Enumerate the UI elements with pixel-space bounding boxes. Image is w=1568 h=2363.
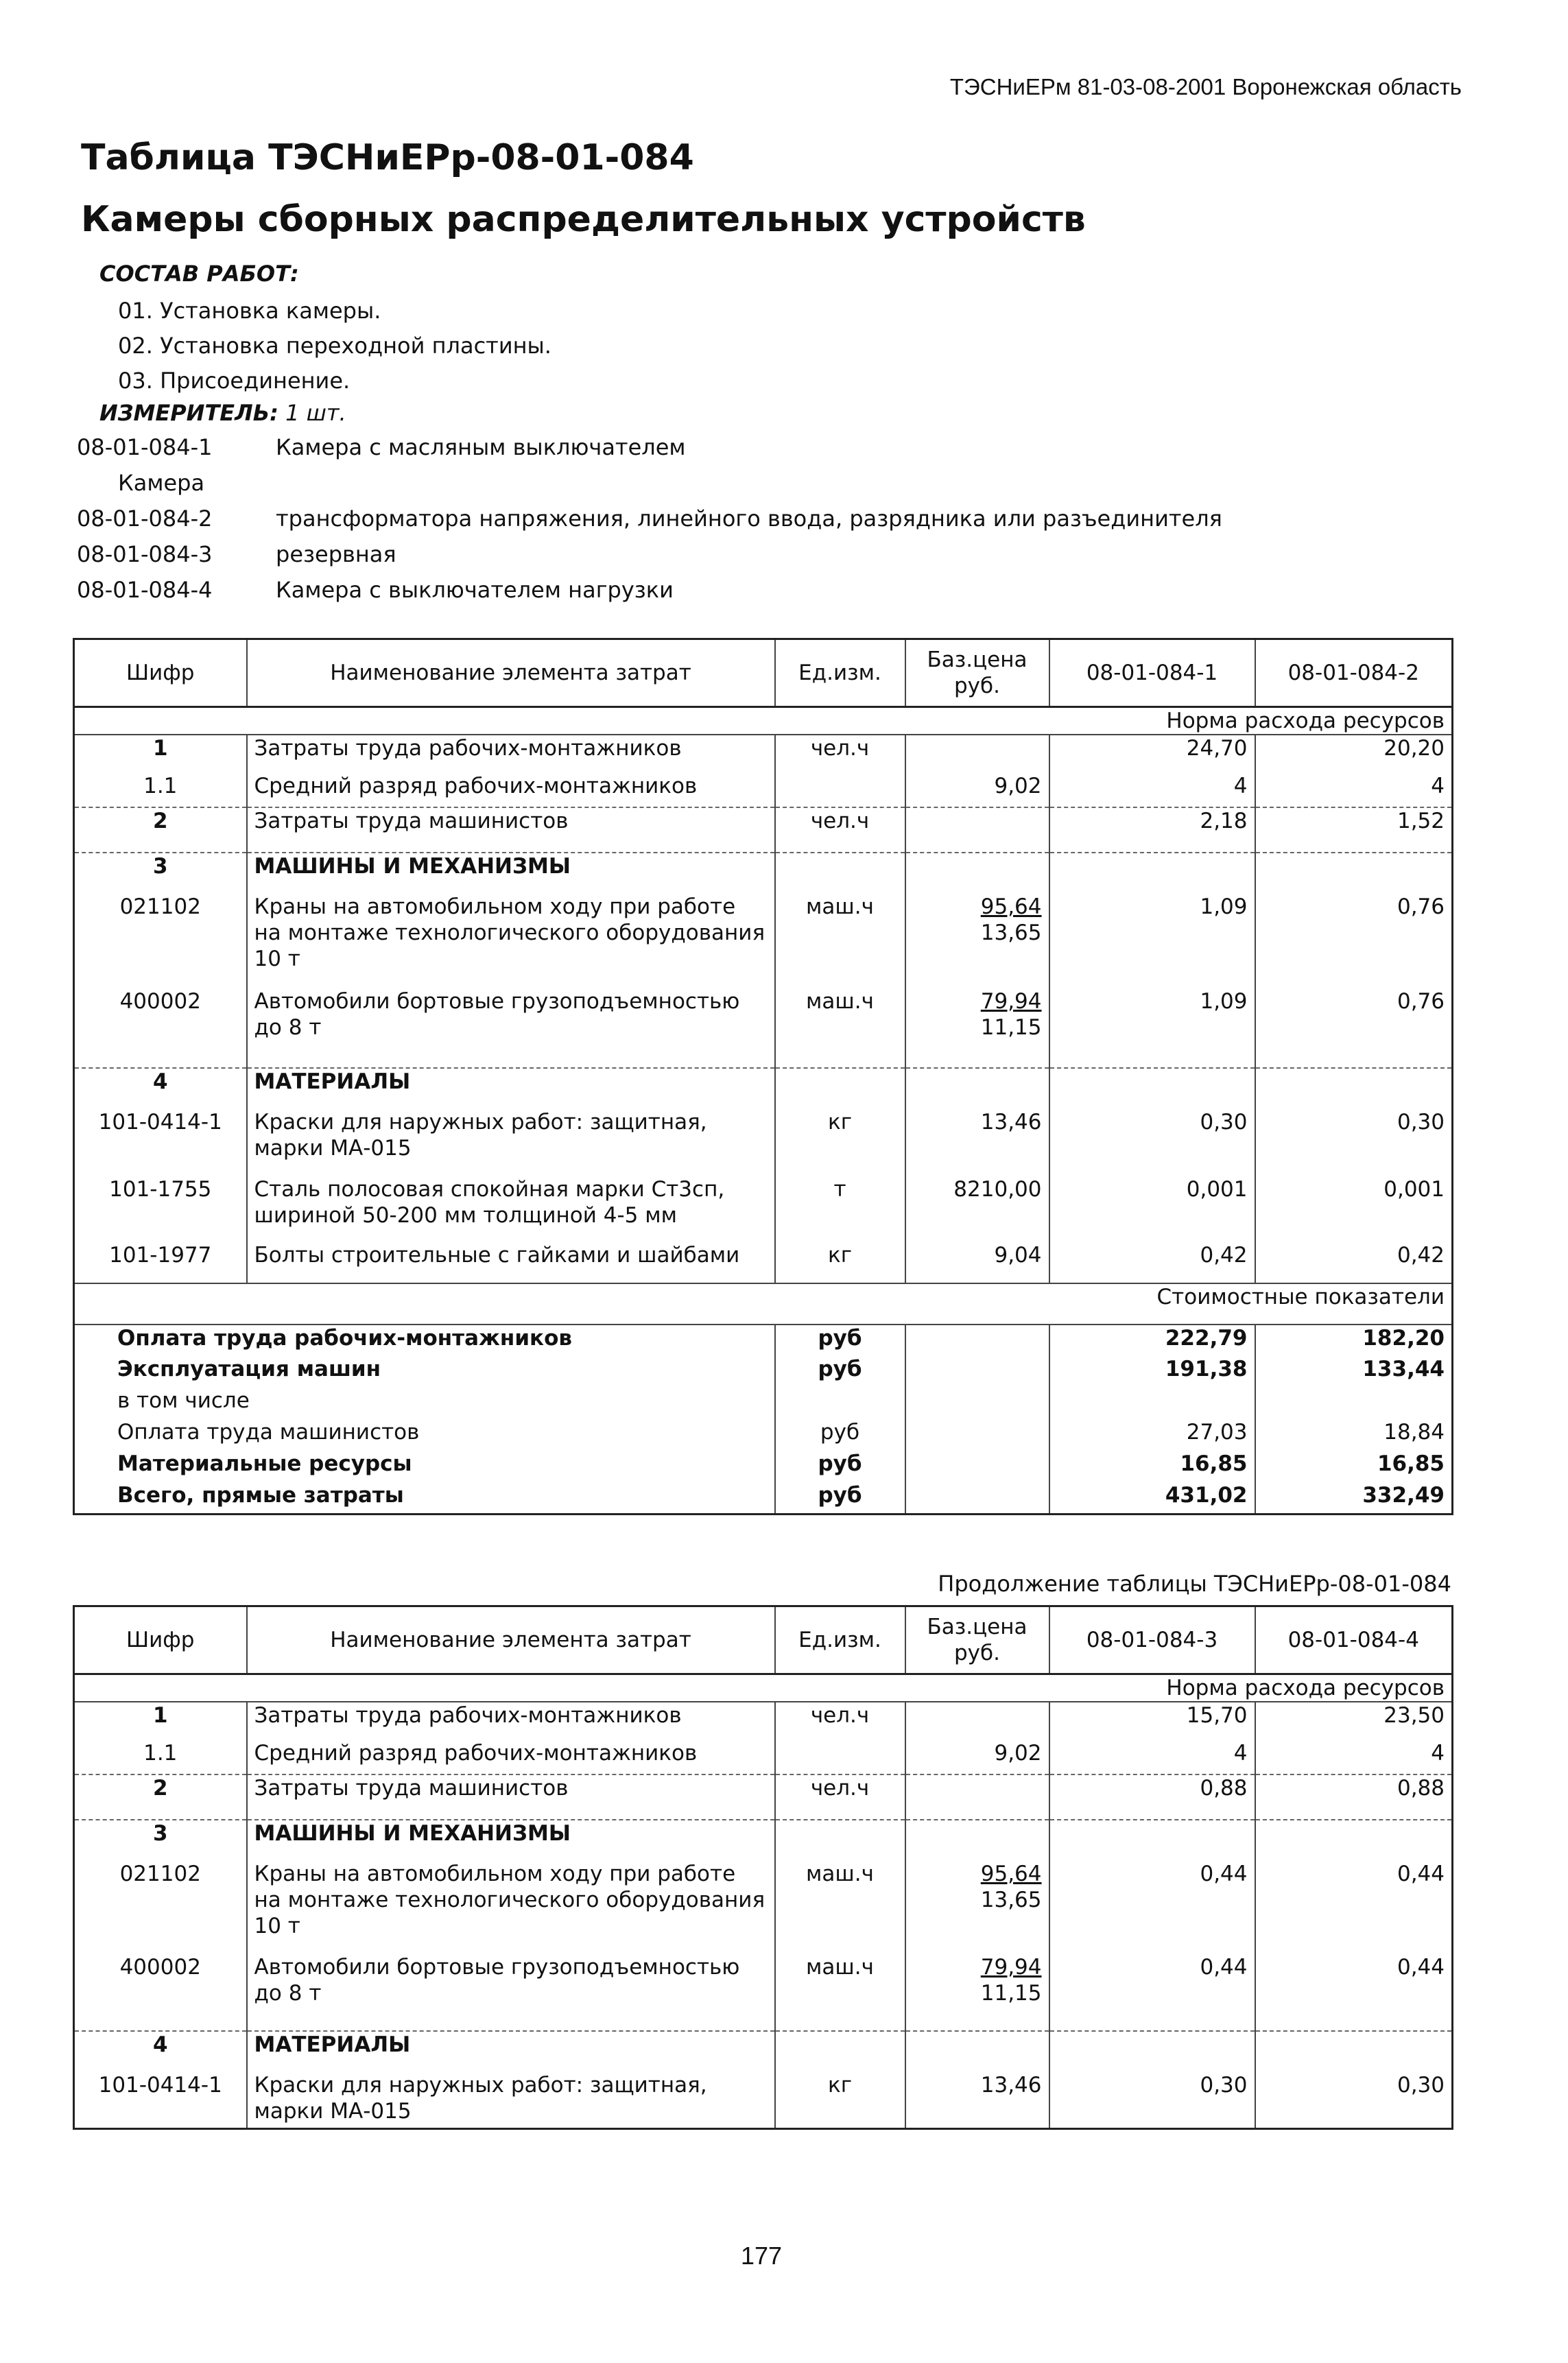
cost-unit: руб <box>775 1419 905 1451</box>
row-name: Сталь полосовая спокойная марки Ст3сп, шириной 50-200 мм толщиной 4-5 мм <box>247 1176 775 1242</box>
row-unit: маш.ч <box>775 1954 905 2031</box>
row-name: Краски для наружных работ: защитная, марки МА-015 <box>247 1109 775 1176</box>
cost-row <box>74 1325 1453 1356</box>
table-row <box>74 1774 1453 1820</box>
row-norm-value: 0,001 <box>1049 1176 1255 1242</box>
row-code: 4 <box>74 1068 247 1109</box>
row-norm-value: 4 <box>1049 773 1255 807</box>
cost-name: в том числе <box>74 1388 775 1419</box>
col-header-price: Баз.цена руб. <box>905 639 1049 707</box>
row-unit: маш.ч <box>775 1861 905 1954</box>
row-price <box>905 1820 1049 1861</box>
table-subtitle: Камеры сборных распределительных устройств <box>81 199 1086 240</box>
col-header-name: Наименование элемента затрат <box>247 639 775 707</box>
col-header-name: Наименование элемента затрат <box>247 1606 775 1674</box>
row-norm-value: 0,44 <box>1255 1954 1453 2031</box>
col-header-unit: Ед.изм. <box>775 1606 905 1674</box>
col-header-norm-4: 08-01-084-4 <box>1255 1606 1453 1674</box>
table-row <box>74 2031 1453 2072</box>
col-header-code: Шифр <box>74 639 247 707</box>
code-item: Камера <box>118 470 205 496</box>
price-value: 95,64 <box>980 894 1042 919</box>
row-name: Затраты труда машинистов <box>247 807 775 853</box>
row-unit: чел.ч <box>775 1774 905 1820</box>
row-norm-value: 1,09 <box>1049 894 1255 988</box>
cost-unit: руб <box>775 1482 905 1514</box>
row-norm-value: 0,88 <box>1255 1774 1453 1820</box>
price-value: 9,02 <box>994 774 1042 798</box>
row-norm-value: 0,88 <box>1049 1774 1255 1820</box>
code-item: 08-01-084-4 Камера с выключателем нагрузки <box>77 577 674 603</box>
row-price <box>905 988 1049 1068</box>
row-code: 400002 <box>74 988 247 1068</box>
table-row <box>74 1702 1453 1740</box>
table-row <box>74 1242 1453 1283</box>
cost-value: 332,49 <box>1255 1482 1453 1514</box>
cost-empty <box>905 1325 1049 1356</box>
code-list <box>77 434 1380 613</box>
row-unit: т <box>775 1176 905 1242</box>
work-item: 02. Установка переходной пластины. <box>118 333 551 359</box>
price-machinist: 13,65 <box>980 1888 1042 1912</box>
row-norm-value: 4 <box>1049 1740 1255 1774</box>
row-norm-value <box>1049 1068 1255 1109</box>
row-price <box>905 735 1049 773</box>
price-machinist: 11,15 <box>980 1015 1042 1040</box>
row-unit: маш.ч <box>775 894 905 988</box>
row-name: Краны на автомобильном ходу при работе на монтаже технологического оборудования 10 т <box>247 1861 775 1954</box>
resource-table-2 <box>73 1605 1453 2130</box>
price-value: 13,46 <box>980 2073 1042 2098</box>
row-name: Болты строительные с гайками и шайбами <box>247 1242 775 1283</box>
row-norm-value: 0,42 <box>1049 1242 1255 1283</box>
row-norm-value: 15,70 <box>1049 1702 1255 1740</box>
row-name: Автомобили бортовые грузоподъемностью до 8 т <box>247 1954 775 2031</box>
table-row <box>74 1176 1453 1242</box>
row-price <box>905 773 1049 807</box>
row-price <box>905 1702 1049 1740</box>
price-value: 13,46 <box>980 1110 1042 1135</box>
price-machinist: 13,65 <box>980 921 1042 945</box>
price-value: 79,94 <box>980 989 1042 1014</box>
table-row <box>74 894 1453 988</box>
row-unit: кг <box>775 2072 905 2128</box>
cost-row <box>74 1356 1453 1388</box>
row-price <box>905 1068 1049 1109</box>
cost-row <box>74 1451 1453 1482</box>
row-code: 400002 <box>74 1954 247 2031</box>
row-unit: чел.ч <box>775 807 905 853</box>
row-unit <box>775 853 905 894</box>
cost-value: 191,38 <box>1049 1356 1255 1388</box>
row-unit: чел.ч <box>775 735 905 773</box>
row-norm-value <box>1255 853 1453 894</box>
row-code: 1 <box>74 735 247 773</box>
price-machinist: 11,15 <box>980 1981 1042 2006</box>
row-price <box>905 1176 1049 1242</box>
row-norm-value: 0,001 <box>1255 1176 1453 1242</box>
resource-table-1 <box>73 638 1453 1515</box>
row-name: МАТЕРИАЛЫ <box>247 2031 775 2072</box>
meter-label: ИЗМЕРИТЕЛЬ: <box>99 400 278 426</box>
row-norm-value: 20,20 <box>1255 735 1453 773</box>
row-price <box>905 1740 1049 1774</box>
row-code: 3 <box>74 1820 247 1861</box>
col-header-price: Баз.цена руб. <box>905 1606 1049 1674</box>
row-norm-value <box>1255 1068 1453 1109</box>
cost-empty <box>905 1482 1049 1514</box>
row-price <box>905 1242 1049 1283</box>
row-name: Затраты труда машинистов <box>247 1774 775 1820</box>
table-row <box>74 853 1453 894</box>
table-row <box>74 988 1453 1068</box>
row-unit: кг <box>775 1242 905 1283</box>
row-norm-value: 2,18 <box>1049 807 1255 853</box>
work-list <box>118 294 551 399</box>
table-title: Таблица ТЭСНиЕРр-08-01-084 <box>81 137 694 178</box>
row-unit: кг <box>775 1109 905 1176</box>
row-norm-value: 23,50 <box>1255 1702 1453 1740</box>
work-item: 01. Установка камеры. <box>118 298 381 324</box>
row-unit <box>775 1820 905 1861</box>
continuation-label: Продолжение таблицы ТЭСНиЕРр-08-01-084 <box>938 1571 1451 1597</box>
cost-value: 182,20 <box>1255 1325 1453 1356</box>
table-row <box>74 1954 1453 2031</box>
table-row <box>74 1820 1453 1861</box>
row-code: 4 <box>74 2031 247 2072</box>
norm-label: Норма расхода ресурсов <box>74 1674 1453 1702</box>
col-header-norm-1: 08-01-084-1 <box>1049 639 1255 707</box>
row-norm-value <box>1049 2031 1255 2072</box>
cost-name: Эксплуатация машин <box>74 1356 775 1388</box>
price-value: 8210,00 <box>953 1177 1042 1202</box>
row-norm-value: 4 <box>1255 1740 1453 1774</box>
cost-name: Материальные ресурсы <box>74 1451 775 1482</box>
row-name: Затраты труда рабочих-монтажников <box>247 735 775 773</box>
row-unit <box>775 2031 905 2072</box>
page-header: ТЭСНиЕРм 81-03-08-2001 Воронежская область <box>949 74 1462 99</box>
row-code: 101-0414-1 <box>74 1109 247 1176</box>
row-price <box>905 2072 1049 2128</box>
cost-value: 133,44 <box>1255 1356 1453 1388</box>
cost-value: 16,85 <box>1255 1451 1453 1482</box>
cost-name: Оплата труда рабочих-монтажников <box>74 1325 775 1356</box>
row-price <box>905 1774 1049 1820</box>
row-norm-value: 1,52 <box>1255 807 1453 853</box>
row-norm-value: 0,42 <box>1255 1242 1453 1283</box>
row-norm-value: 0,76 <box>1255 894 1453 988</box>
meter-line <box>99 400 346 426</box>
table-row <box>74 773 1453 807</box>
row-code: 3 <box>74 853 247 894</box>
row-norm-value: 4 <box>1255 773 1453 807</box>
row-name: Средний разряд рабочих-монтажников <box>247 773 775 807</box>
cost-value <box>1049 1388 1255 1419</box>
cost-unit: руб <box>775 1356 905 1388</box>
row-code: 021102 <box>74 1861 247 1954</box>
cost-row <box>74 1419 1453 1451</box>
row-name: МАШИНЫ И МЕХАНИЗМЫ <box>247 1820 775 1861</box>
row-norm-value: 1,09 <box>1049 988 1255 1068</box>
row-norm-value: 0,44 <box>1255 1861 1453 1954</box>
row-code: 1 <box>74 1702 247 1740</box>
meter-value: 1 шт. <box>285 400 346 426</box>
row-price <box>905 1861 1049 1954</box>
table-row <box>74 1109 1453 1176</box>
cost-unit: руб <box>775 1325 905 1356</box>
row-norm-value <box>1255 1820 1453 1861</box>
row-code: 1.1 <box>74 773 247 807</box>
norm-label: Норма расхода ресурсов <box>74 707 1453 735</box>
row-code: 2 <box>74 1774 247 1820</box>
cost-empty <box>905 1419 1049 1451</box>
cost-empty <box>905 1451 1049 1482</box>
row-code: 101-1977 <box>74 1242 247 1283</box>
row-norm-value: 0,30 <box>1255 1109 1453 1176</box>
row-unit: маш.ч <box>775 988 905 1068</box>
work-item: 03. Присоединение. <box>118 368 351 394</box>
cost-value: 222,79 <box>1049 1325 1255 1356</box>
row-code: 2 <box>74 807 247 853</box>
code-item: 08-01-084-1 Камера с масляным выключателем <box>77 434 686 460</box>
row-norm-value: 0,30 <box>1049 2072 1255 2128</box>
row-unit: чел.ч <box>775 1702 905 1740</box>
row-norm-value: 0,30 <box>1049 1109 1255 1176</box>
col-header-unit: Ед.изм. <box>775 639 905 707</box>
row-name: Средний разряд рабочих-монтажников <box>247 1740 775 1774</box>
row-name: Краны на автомобильном ходу при работе на монтаже технологического оборудования 10 т <box>247 894 775 988</box>
row-norm-value <box>1049 853 1255 894</box>
cost-unit: руб <box>775 1451 905 1482</box>
row-name: МАШИНЫ И МЕХАНИЗМЫ <box>247 853 775 894</box>
cost-name: Оплата труда машинистов <box>74 1419 775 1451</box>
cost-row <box>74 1482 1453 1514</box>
table-row <box>74 1068 1453 1109</box>
work-composition-label: СОСТАВ РАБОТ: <box>99 261 299 287</box>
cost-unit <box>775 1388 905 1419</box>
page-number: 177 <box>741 2242 783 2270</box>
row-name: Краски для наружных работ: защитная, марки МА-015 <box>247 2072 775 2128</box>
row-norm-value <box>1049 1820 1255 1861</box>
cost-row <box>74 1388 1453 1419</box>
cost-label: Стоимостные показатели <box>74 1283 1453 1325</box>
row-unit <box>775 1740 905 1774</box>
cost-value <box>1255 1388 1453 1419</box>
row-name: МАТЕРИАЛЫ <box>247 1068 775 1109</box>
price-value: 95,64 <box>980 1862 1042 1886</box>
col-header-norm-3: 08-01-084-3 <box>1049 1606 1255 1674</box>
row-price <box>905 807 1049 853</box>
row-code: 1.1 <box>74 1740 247 1774</box>
table-row <box>74 735 1453 773</box>
cost-empty <box>905 1356 1049 1388</box>
row-price <box>905 894 1049 988</box>
row-price <box>905 2031 1049 2072</box>
row-norm-value: 0,44 <box>1049 1861 1255 1954</box>
code-item: 08-01-084-3 резервная <box>77 541 396 567</box>
row-unit <box>775 773 905 807</box>
cost-value: 16,85 <box>1049 1451 1255 1482</box>
cost-name: Всего, прямые затраты <box>74 1482 775 1514</box>
row-code: 101-1755 <box>74 1176 247 1242</box>
cost-value: 27,03 <box>1049 1419 1255 1451</box>
cost-empty <box>905 1388 1049 1419</box>
row-code: 021102 <box>74 894 247 988</box>
price-value: 9,02 <box>994 1741 1042 1766</box>
row-norm-value: 0,30 <box>1255 2072 1453 2128</box>
row-norm-value: 0,44 <box>1049 1954 1255 2031</box>
row-norm-value: 0,76 <box>1255 988 1453 1068</box>
row-name: Затраты труда рабочих-монтажников <box>247 1702 775 1740</box>
row-unit <box>775 1068 905 1109</box>
code-item: 08-01-084-2 трансформатора напряжения, линейного ввода, разрядника или разъединителя <box>77 506 1222 532</box>
price-value: 79,94 <box>980 1955 1042 1980</box>
price-value: 9,04 <box>994 1243 1042 1268</box>
row-name: Автомобили бортовые грузоподъемностью до 8 т <box>247 988 775 1068</box>
cost-value: 18,84 <box>1255 1419 1453 1451</box>
col-header-code: Шифр <box>74 1606 247 1674</box>
row-price <box>905 1109 1049 1176</box>
row-norm-value: 24,70 <box>1049 735 1255 773</box>
col-header-norm-2: 08-01-084-2 <box>1255 639 1453 707</box>
table-row <box>74 807 1453 853</box>
row-price <box>905 853 1049 894</box>
table-row <box>74 1740 1453 1774</box>
row-code: 101-0414-1 <box>74 2072 247 2128</box>
row-norm-value <box>1255 2031 1453 2072</box>
row-price <box>905 1954 1049 2031</box>
table-row <box>74 1861 1453 1954</box>
table-row <box>74 2072 1453 2128</box>
cost-value: 431,02 <box>1049 1482 1255 1514</box>
